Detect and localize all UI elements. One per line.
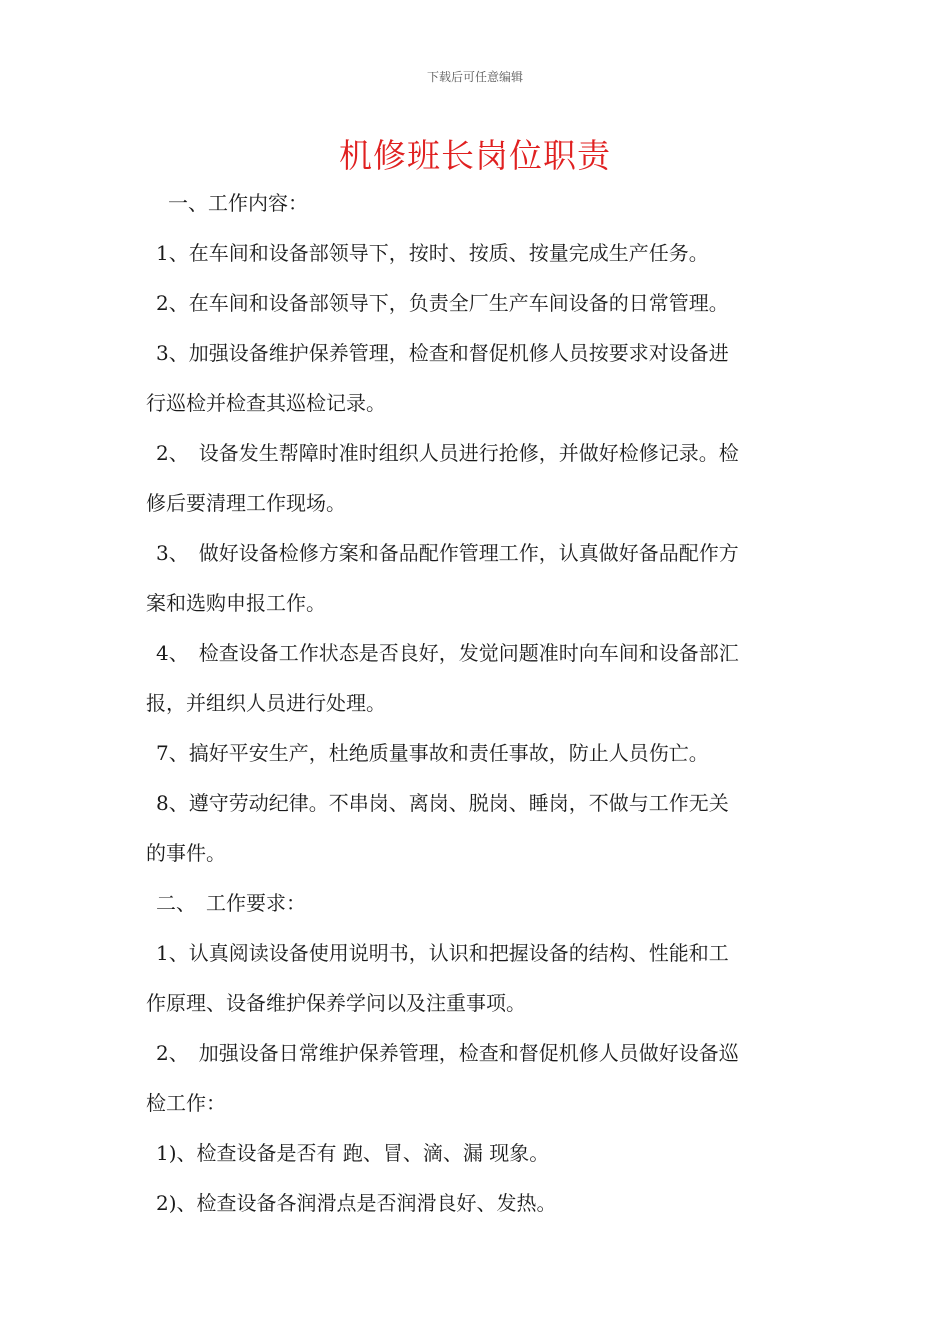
body-line: 3、加强设备维护保养管理，检查和督促机修人员按要求对设备进	[156, 341, 729, 365]
body-line: 2、 加强设备日常维护保养管理，检查和督促机修人员做好设备巡	[156, 1041, 739, 1065]
body-line: 案和选购申报工作。	[146, 591, 326, 615]
body-line: 8、遵守劳动纪律。不串岗、离岗、脱岗、睡岗，不做与工作无关	[156, 791, 729, 815]
body-line: 二、 工作要求：	[156, 891, 306, 915]
document-body	[146, 178, 810, 1228]
body-line: 修后要清理工作现场。	[146, 491, 346, 515]
body-line: 1)、检查设备是否有 跑、冒、滴、漏 现象。	[156, 1141, 550, 1165]
body-line: 7、搞好平安生产，杜绝质量事故和责任事故，防止人员伤亡。	[156, 741, 709, 765]
body-line: 1、认真阅读设备使用说明书，认识和把握设备的结构、性能和工	[156, 941, 729, 965]
body-line: 3、 做好设备检修方案和备品配作管理工作，认真做好备品配作方	[156, 541, 739, 565]
body-line: 一、工作内容：	[168, 191, 308, 215]
document-title: 机修班长岗位职责	[339, 136, 611, 175]
body-line: 2)、检查设备各润滑点是否润滑良好、发热。	[156, 1191, 557, 1215]
body-line: 检工作：	[146, 1091, 226, 1115]
body-line: 4、 检查设备工作状态是否良好，发觉问题准时向车间和设备部汇	[156, 641, 739, 665]
body-line: 行巡检并检查其巡检记录。	[146, 391, 386, 415]
body-line: 作原理、设备维护保养学问以及注重事项。	[146, 991, 526, 1015]
body-line: 2、 设备发生帮障时准时组织人员进行抢修，并做好检修记录。检	[156, 441, 739, 465]
body-line: 2、在车间和设备部领导下，负责全厂生产车间设备的日常管理。	[156, 291, 729, 315]
body-line: 1、在车间和设备部领导下，按时、按质、按量完成生产任务。	[156, 241, 709, 265]
page-header-note: 下载后可任意编辑	[426, 70, 523, 84]
body-line: 的事件。	[146, 841, 226, 865]
body-line: 报，并组织人员进行处理。	[146, 691, 386, 715]
